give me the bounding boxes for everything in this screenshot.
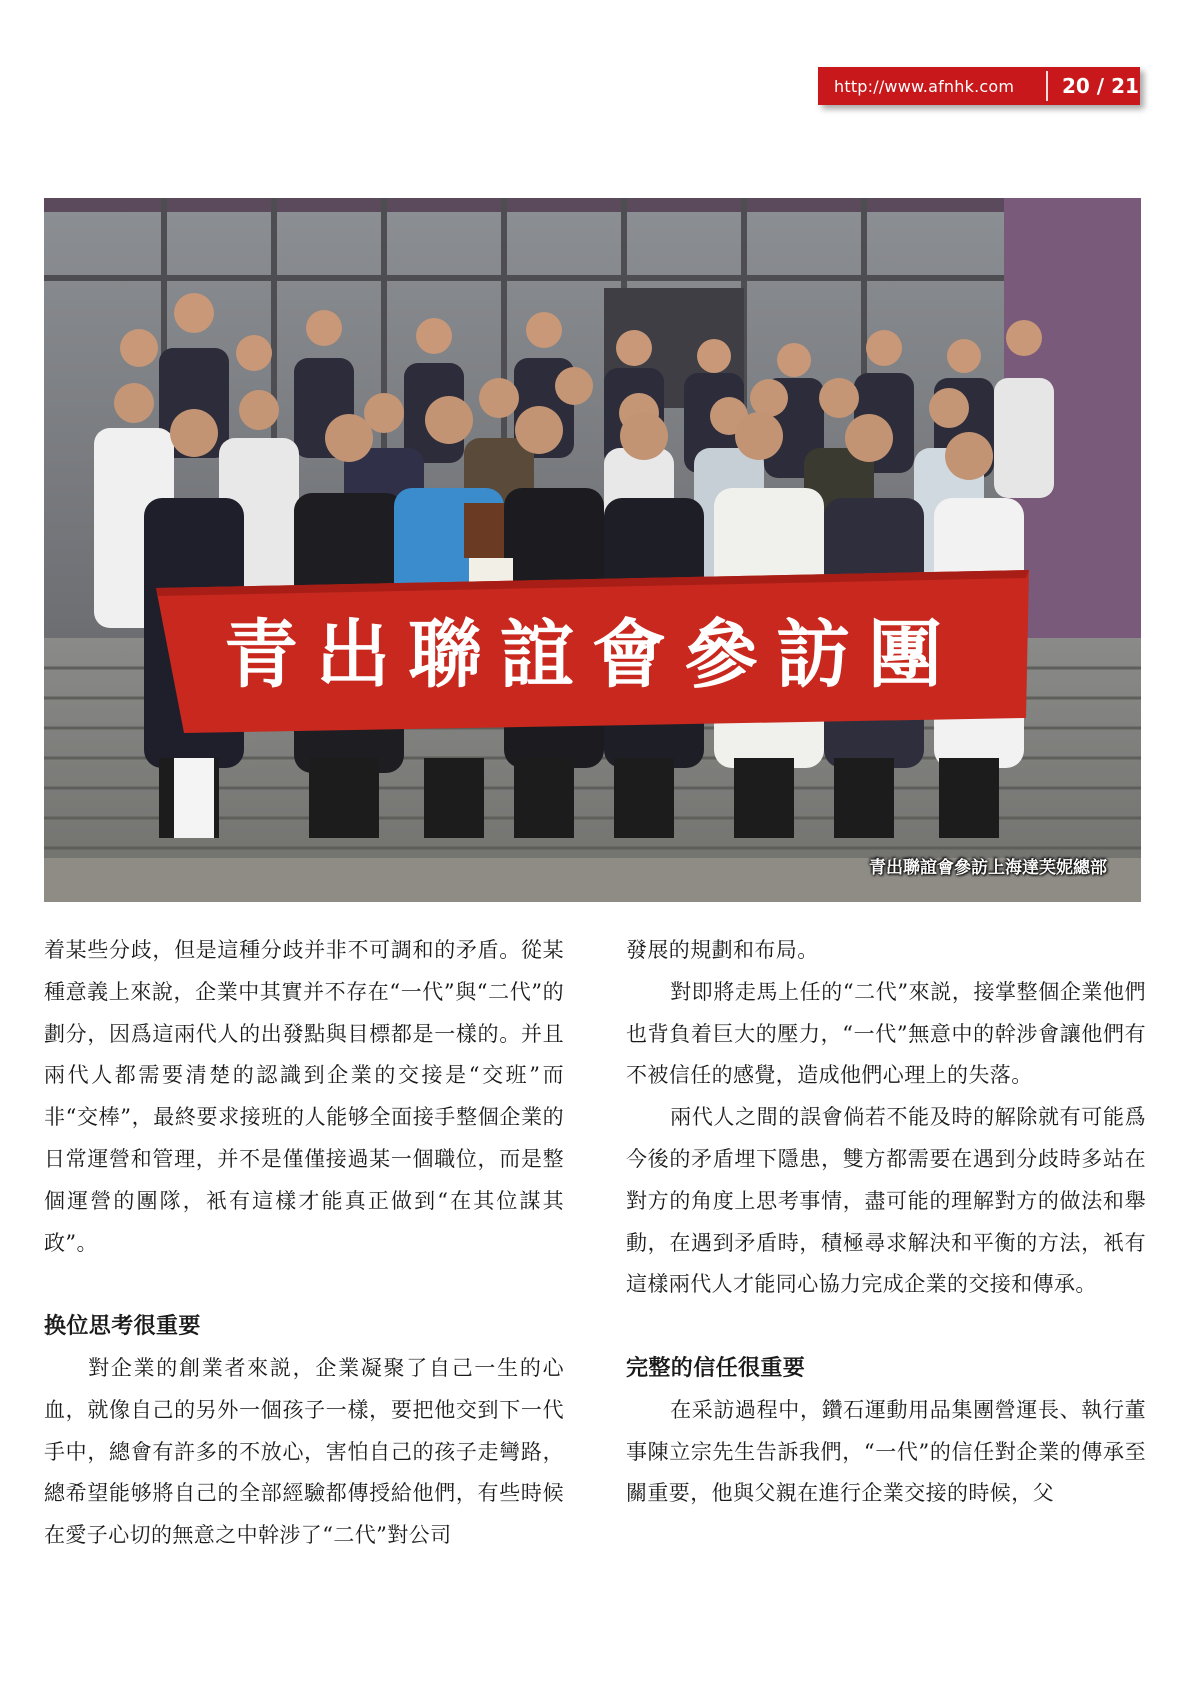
banner: [156, 570, 1029, 733]
section-heading-perspective: 换位思考很重要: [44, 1313, 201, 1340]
header-divider: [1046, 71, 1048, 101]
section-heading-trust: 完整的信任很重要: [626, 1354, 806, 1381]
right-paragraph-2: 對即將走馬上任的“二代”來説，接掌整個企業他們也背負着巨大的壓力，“一代”無意中的幹涉會讓他們有不被信任的感覺，造成他們心理上的失落。: [626, 979, 1146, 1088]
right-paragraph-4: 在采訪過程中，鑽石運動用品集團營運長、執行董事陳立宗先生告訴我們，“一代”的信任對企業的傳承至關重要，他與父親在進行企業交接的時候，父: [626, 1397, 1146, 1506]
page-number: 20 / 21: [1062, 74, 1139, 98]
group-photo: [44, 198, 1141, 902]
banner-text: 青出聯誼會參訪團: [224, 612, 960, 698]
photo-caption: 青出聯誼會參訪上海達芙妮總部: [869, 858, 1107, 878]
right-column: [626, 930, 1146, 1515]
right-paragraph-1: 發展的規劃和布局。: [626, 938, 819, 962]
group-photo-illustration: [44, 198, 1141, 902]
left-paragraph-1: 着某些分歧，但是這種分歧并非不可調和的矛盾。從某種意義上來說，企業中其實并不存在“一代”與“二代”的劃分，因爲這兩代人的出發點與目標都是一樣的。并且兩代人都需要清楚的認識到企業的交接是“交班”而非“交棒”，最終要求接班的人能够全面接手整個企業的日常運營和管理，并不是僅僅接過某一個職位，而是整個運營的團隊，衹有這樣才能真正做到“在其位謀其政”。: [44, 938, 564, 1255]
left-column: [44, 930, 564, 1557]
website-url[interactable]: http://www.afnhk.com: [834, 76, 1015, 96]
page-header-tab: [818, 67, 1140, 105]
left-paragraph-2: 對企業的創業者來説，企業凝聚了自己一生的心血，就像自己的另外一個孩子一樣，要把他交到下一代手中，總會有許多的不放心，害怕自己的孩子走彎路，總希望能够將自己的全部經驗都傳授給他們，有些時候在愛子心切的無意之中幹涉了“二代”對公司: [44, 1355, 564, 1548]
right-paragraph-3: 兩代人之間的誤會倘若不能及時的解除就有可能爲今後的矛盾埋下隱患，雙方都需要在遇到分歧時多站在對方的角度上思考事情，盡可能的理解對方的做法和舉動，在遇到矛盾時，積極尋求解決和平衡的方法，衹有這樣兩代人才能同心協力完成企業的交接和傳承。: [626, 1105, 1146, 1297]
